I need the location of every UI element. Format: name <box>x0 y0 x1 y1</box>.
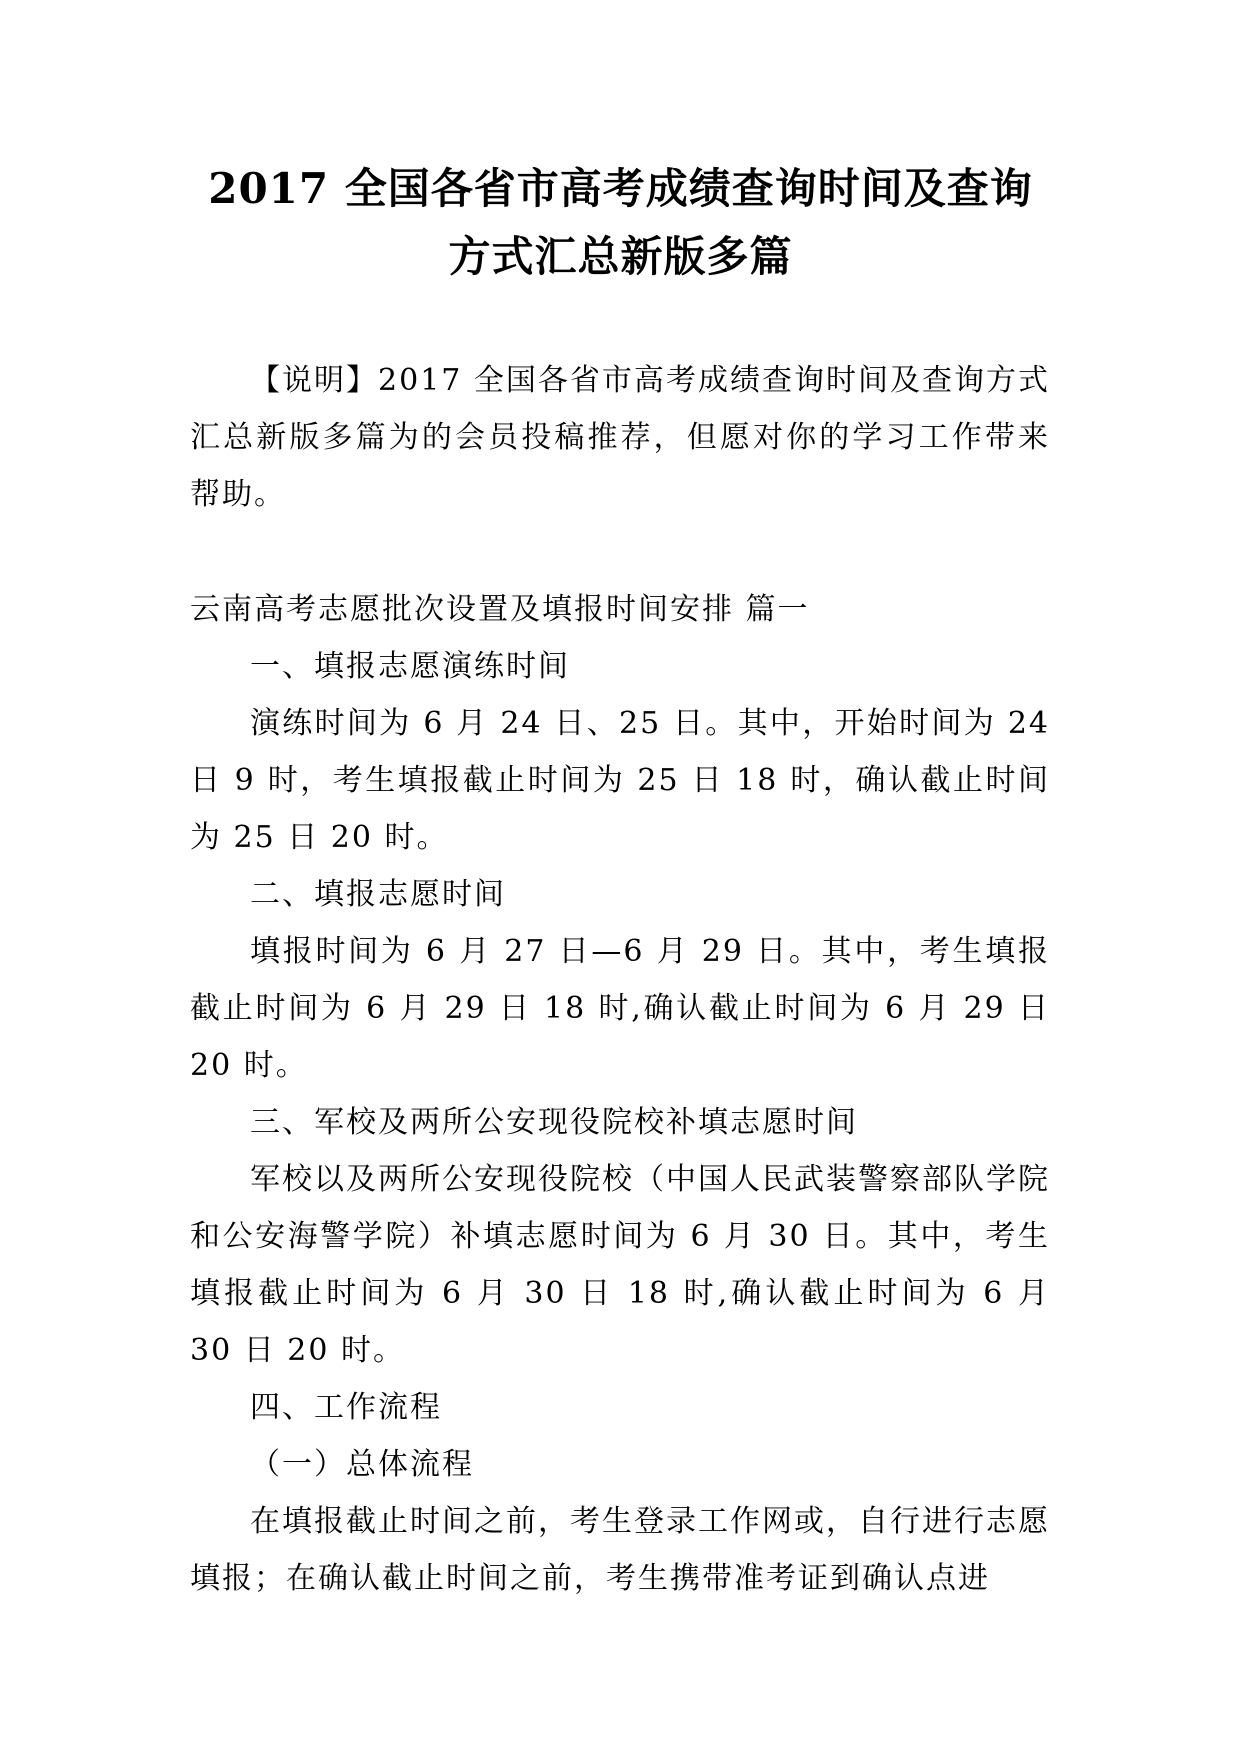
section-heading: 云南高考志愿批次设置及填报时间安排 篇一 <box>190 592 810 627</box>
intro-paragraph: 【说明】2017 全国各省市高考成绩查询时间及查询方式汇总新版多篇为的会员投稿推荐，但愿对你的学习工作带来帮助。 <box>190 363 1050 512</box>
heading-workflow: 四、工作流程 <box>250 1390 442 1425</box>
title-line-1: 2017 全国各省市高考成绩查询时间及查询 <box>208 164 1033 213</box>
paragraph-rehearsal-time: 演练时间为 6 月 24 日、25 日。其中，开始时间为 24 日 9 时，考生填报截止时间为 25 日 18 时，确认截止时间为 25 日 20 时。 <box>190 706 1050 855</box>
heading-rehearsal-time: 一、填报志愿演练时间 <box>250 649 570 684</box>
document-body <box>190 352 1050 1607</box>
paragraph-filling-time: 填报时间为 6 月 27 日—6 月 29 日。其中，考生填报截止时间为 6 月 29 日 18 时,确认截止时间为 6 月 29 日 20 时。 <box>190 934 1050 1083</box>
paragraph-overall-process: 在填报截止时间之前，考生登录工作网或，自行进行志愿填报；在确认截止时间之前，考生携带准考证到确认点进 <box>190 1504 1050 1596</box>
spacer <box>190 523 1050 581</box>
heading-military-schools: 三、军校及两所公安现役院校补填志愿时间 <box>250 1105 858 1140</box>
document-title <box>190 155 1051 291</box>
title-line-2: 方式汇总新版多篇 <box>448 232 793 281</box>
heading-overall-process: （一）总体流程 <box>250 1447 474 1482</box>
paragraph-military-schools: 军校以及两所公安现役院校（中国人民武装警察部队学院和公安海警学院）补填志愿时间为 6 月 30 日。其中，考生填报截止时间为 6 月 30 日 18 时,确认截止时间为 6 月 30 日 20 时。 <box>190 1162 1050 1368</box>
heading-filling-time: 二、填报志愿时间 <box>250 877 506 912</box>
